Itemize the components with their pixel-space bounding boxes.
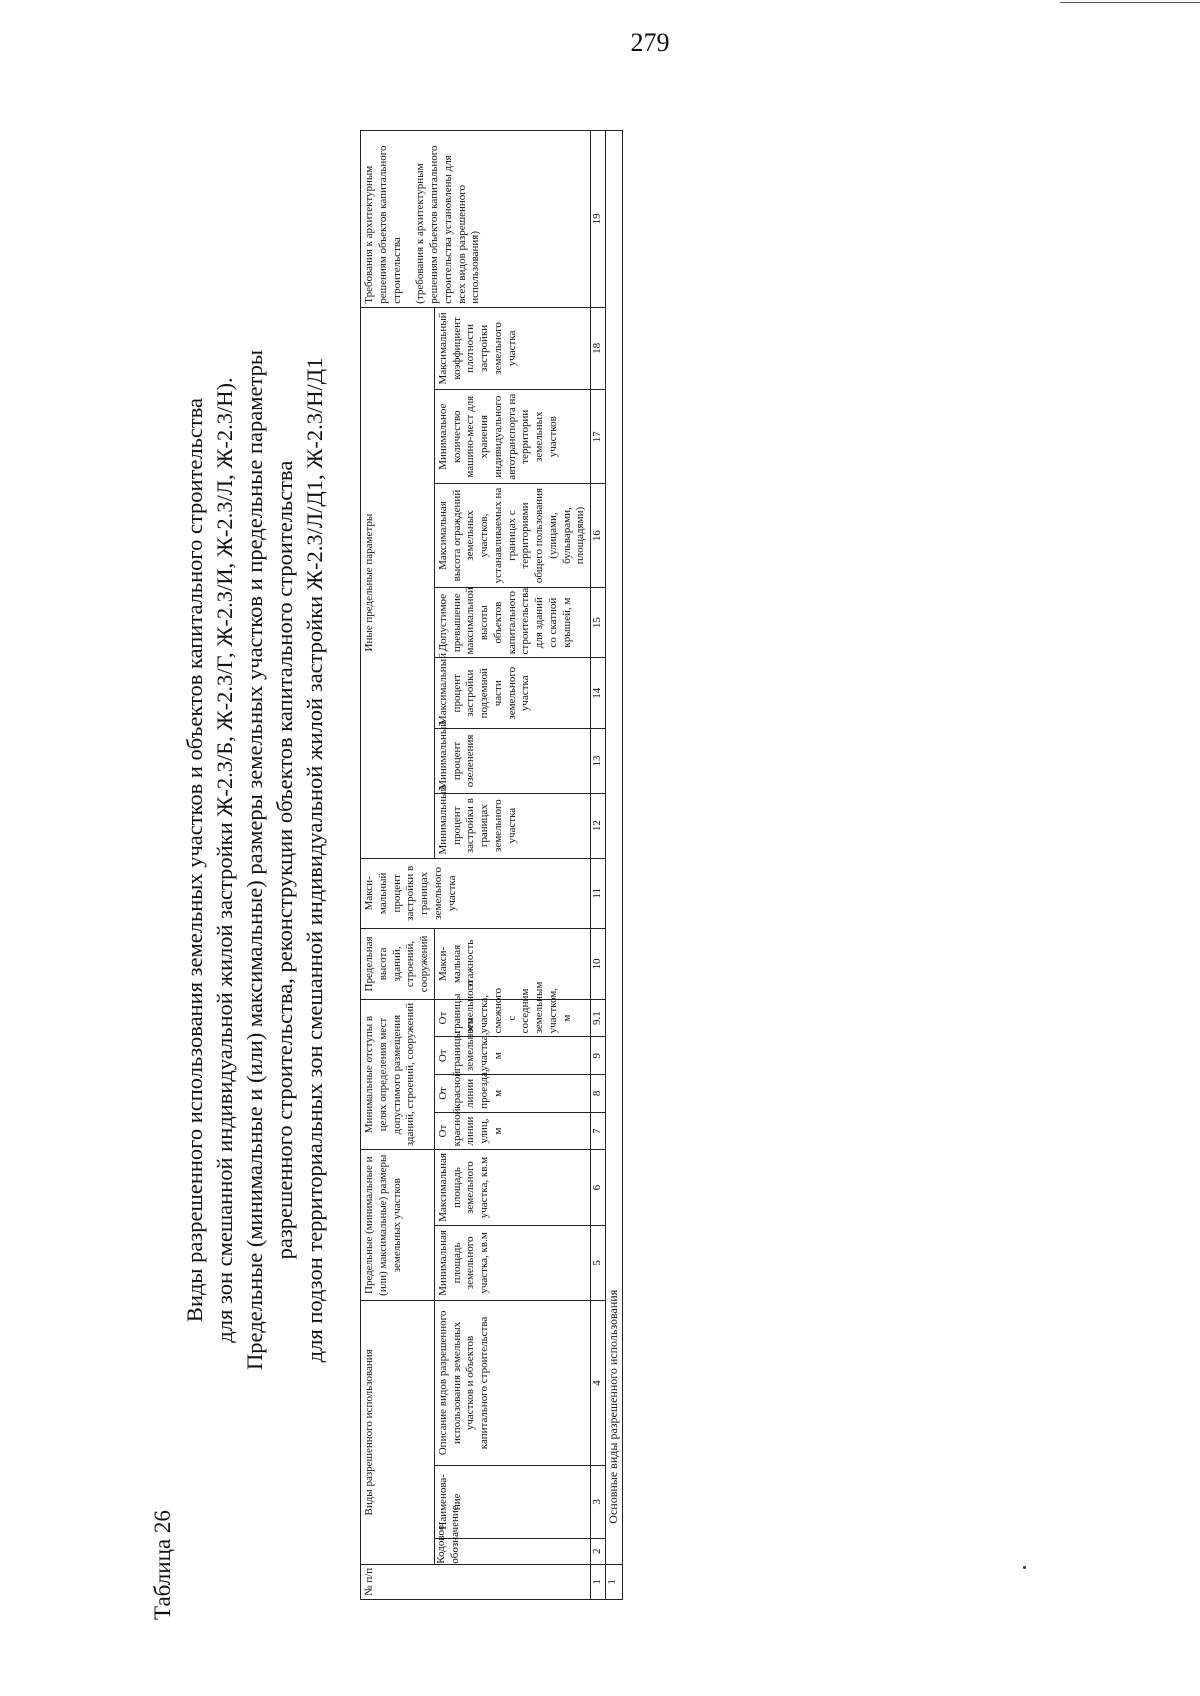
header-number: № п/п [361, 1564, 591, 1599]
column-number: 7 [591, 1112, 606, 1150]
header-density: Максимальный коэффициент плотности застройки земельного участка [434, 307, 590, 389]
header-height-excess: Допустимое превышение максимальной высоты объектов капитального строительства для зданий со скатной крышей, м [434, 587, 590, 658]
header-adjacent: От границы земельного участка, смежного с соседним земельным участком, м [434, 999, 590, 1037]
header-arch [361, 131, 591, 308]
column-number: 12 [591, 793, 606, 858]
column-number: 17 [591, 390, 606, 484]
header-group-height: Предельная высота зданий, строений, сооружений [361, 929, 435, 1000]
parameters-table [360, 130, 623, 1600]
section-row-number: 1 [606, 1564, 623, 1599]
title-line: Предельные (минимальные и (или) максимальные) размеры земельных участков и предельные параметры [242, 350, 267, 1370]
column-number: 4 [591, 1301, 606, 1466]
top-rule [1060, 2, 1200, 3]
column-number: 9 [591, 1037, 606, 1075]
header-green: Минимальный процент озеленения [434, 729, 590, 794]
column-number: 13 [591, 729, 606, 794]
header-max-area: Максимальная площадь земельного участка, кв.м [434, 1150, 590, 1225]
scan-dot [1023, 1566, 1026, 1569]
column-numbers-row [591, 131, 606, 1600]
section-row [606, 131, 623, 1600]
header-description: Описание видов разрешенного использования земельных участков и объектов капитального строительства [434, 1301, 590, 1466]
column-number: 19 [591, 131, 606, 308]
column-number: 18 [591, 307, 606, 389]
rotated-page-content [150, 100, 930, 1620]
header-fence: Максимальная высота ограждений земельных участков, устанавливаемых на границах с территориями общего пользования (улицами, бульварами, площадями) [434, 484, 590, 588]
section-label: Основные виды разрешенного использования [606, 131, 623, 1565]
header-code: Кодовое обозначение [434, 1538, 590, 1564]
column-number: 16 [591, 484, 606, 588]
title-line: для подзон территориальных зон смешанной индивидуальной жилой застройки Ж-2.3/Л/Д1, Ж-2.3/Н/Д1 [302, 357, 327, 1363]
header-group-setbacks: Минимальные отступы в целях определения мест допустимого размещения зданий, строений, сооружений [361, 999, 435, 1150]
header-row-groups [361, 131, 435, 1600]
header-arch-title: Требования к архитектурным решениям объектов капитального строительства [363, 145, 403, 304]
title-line: разрешенного строительства, реконструкции объектов капитального строительства [272, 460, 297, 1260]
header-min-build: Минимальный процент застройки в границах земельного участка [434, 793, 590, 858]
header-min-area: Минимальная площадь земельного участка, кв.м [434, 1225, 590, 1300]
title-line: Виды разрешенного использования земельных участков и объектов капитального строительства [182, 397, 207, 1323]
column-number: 8 [591, 1075, 606, 1113]
column-number: 6 [591, 1150, 606, 1225]
column-number: 15 [591, 587, 606, 658]
header-red-street: От красной линии улиц, м [434, 1112, 590, 1150]
header-plot-border: От границы земельного участка, м [434, 1037, 590, 1075]
column-number: 1 [591, 1564, 606, 1599]
column-number: 5 [591, 1225, 606, 1300]
header-red-passage: От красной линии проезда, м [434, 1075, 590, 1113]
header-underground: Максимальный процент застройки подземной части земельного участка [434, 658, 590, 729]
page-number: 279 [630, 28, 670, 57]
header-group-sizes: Предельные (минимальные и (или) максимальные) размеры земельных участков [361, 1150, 435, 1301]
header-parking: Минимальное количество машино-мест для хранения индивидуального автотранспорта на территории земельных участков [434, 390, 590, 484]
header-arch-note: (требования к архитектурным решениям объектов капитального строительства установлены для всех видов разрешенного использования) [414, 145, 482, 304]
title-block [150, 100, 330, 1620]
title-line: для зон смешанной индивидуальной жилой застройки Ж-2.3/Б, Ж-2.3/Г, Ж-2.3/И, Ж-2.3/Л, Ж-2.3/Н). [212, 377, 237, 1343]
column-number: 2 [591, 1538, 606, 1564]
column-number: 14 [591, 658, 606, 729]
header-group-other: Иные предельные параметры [361, 307, 435, 858]
column-number: 10 [591, 929, 606, 1000]
column-number: 3 [591, 1465, 606, 1538]
column-number: 9.1 [591, 999, 606, 1037]
header-max-build: Макси-мальный процент застройки в границах земельного участка [361, 858, 591, 929]
table-label: Таблица 26 [150, 1510, 175, 1620]
header-floors: Макси-мальная этажность [434, 929, 590, 1000]
parameters-table-wrapper [360, 130, 623, 1600]
header-name: Наименова-ние [434, 1465, 590, 1538]
column-number: 11 [591, 858, 606, 929]
header-group-vri: Виды разрешенного использования [361, 1301, 435, 1565]
